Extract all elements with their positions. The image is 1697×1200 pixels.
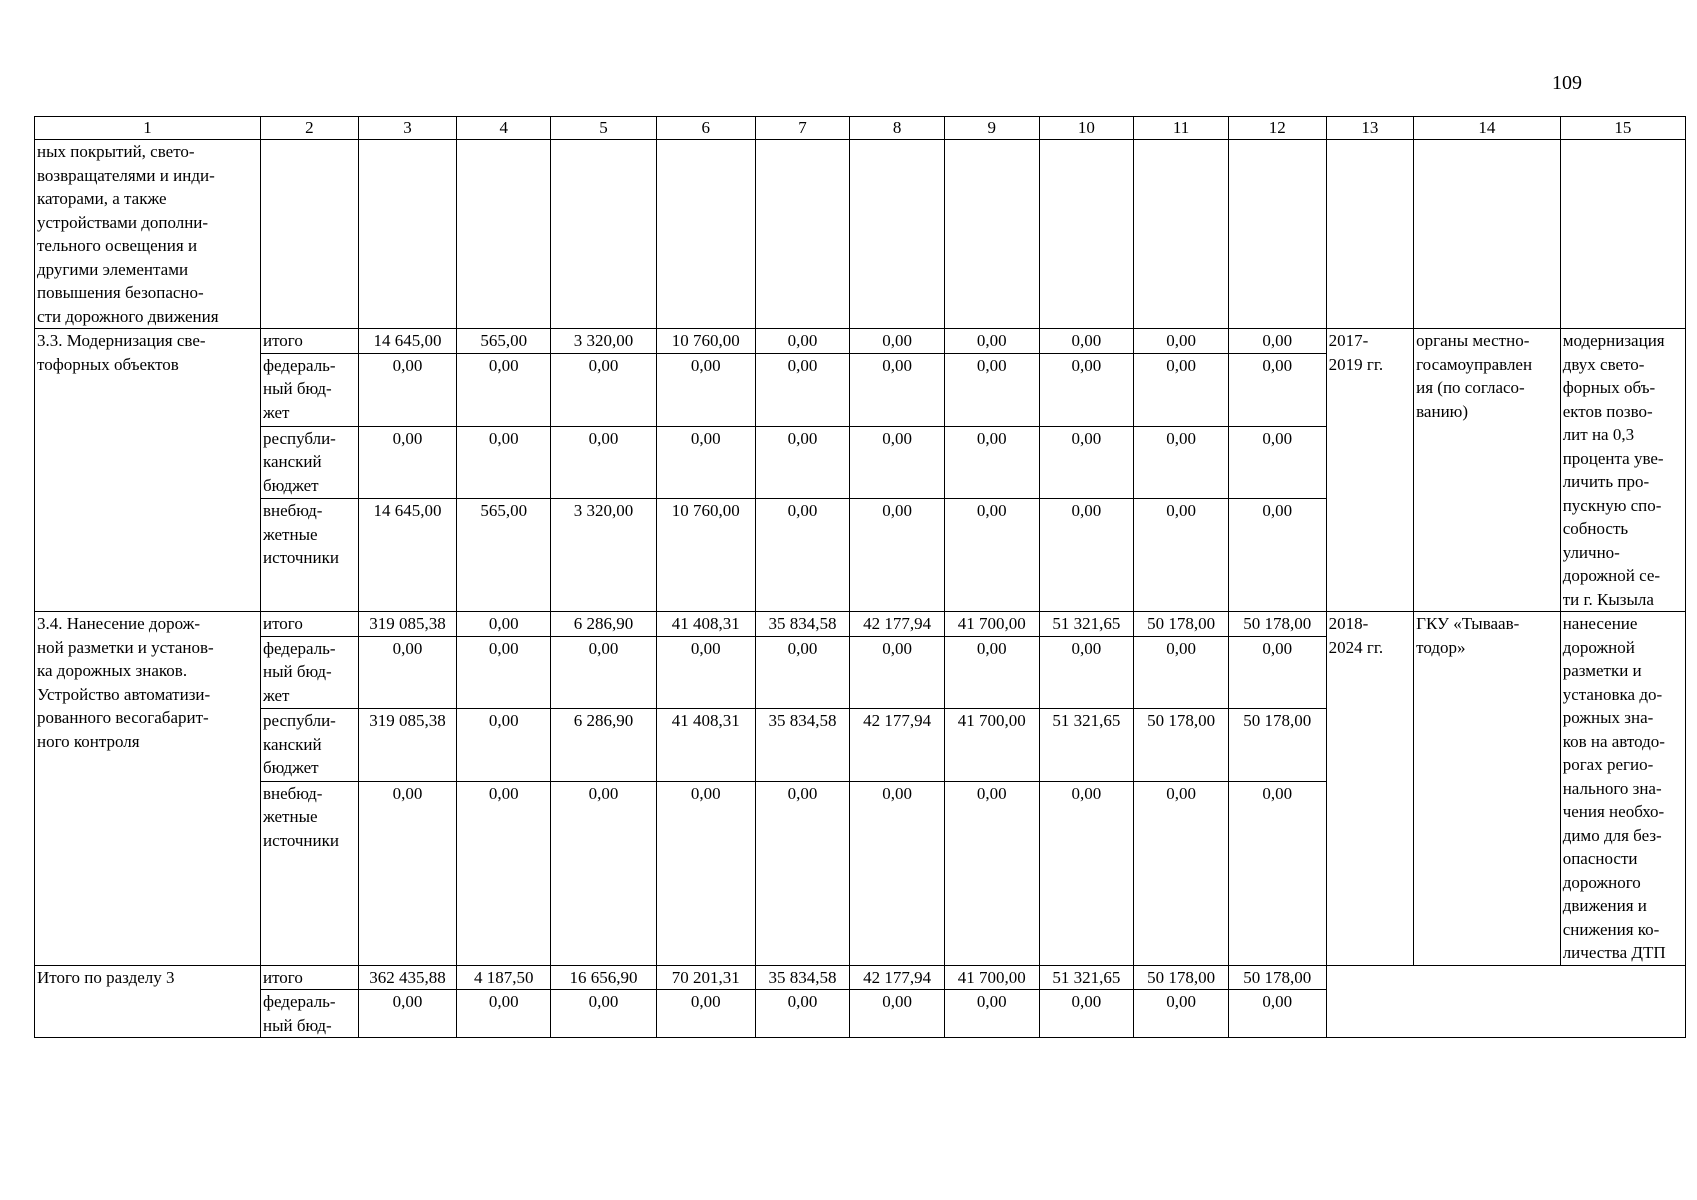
value-cell: 0,00 [1039,990,1134,1038]
value-cell: 41 408,31 [656,612,755,637]
value-cell: 10 760,00 [656,329,755,354]
value-cell: 0,00 [755,329,850,354]
value-cell: 0,00 [1228,353,1326,426]
empty-cell [1134,140,1229,329]
source-cell: внебюд- жетные источники [260,781,358,965]
header-cell: 5 [551,117,657,140]
value-cell: 35 834,58 [755,709,850,782]
empty-cell [1326,965,1685,1038]
value-cell: 0,00 [457,353,551,426]
continuation-text: ных покрытий, свето- возвращателями и инди- каторами, а также устройствами дополни- тельного освещения и другими элементами повышения безопасно- сти дорожного движения [35,140,261,329]
source-cell: федераль- ный бюд- жет [260,353,358,426]
value-cell: 0,00 [1039,353,1134,426]
empty-cell [457,140,551,329]
value-cell: 0,00 [457,781,551,965]
header-cell: 11 [1134,117,1229,140]
value-cell: 41 700,00 [944,709,1039,782]
value-cell: 0,00 [551,636,657,709]
value-cell: 0,00 [551,990,657,1038]
value-cell: 0,00 [850,636,945,709]
empty-cell [1414,140,1561,329]
value-cell: 0,00 [457,636,551,709]
header-cell: 14 [1414,117,1561,140]
value-cell: 0,00 [1134,781,1229,965]
value-cell: 0,00 [1228,990,1326,1038]
value-cell: 0,00 [551,426,657,499]
value-cell: 0,00 [755,990,850,1038]
value-cell: 10 760,00 [656,499,755,612]
header-cell: 6 [656,117,755,140]
value-cell: 0,00 [358,990,457,1038]
value-cell: 41 408,31 [656,709,755,782]
value-cell: 0,00 [1134,426,1229,499]
value-cell: 0,00 [850,990,945,1038]
header-cell: 1 [35,117,261,140]
source-cell: итого [260,965,358,990]
value-cell: 0,00 [1228,636,1326,709]
value-cell: 16 656,90 [551,965,657,990]
value-cell: 0,00 [1134,329,1229,354]
value-cell: 14 645,00 [358,499,457,612]
value-cell: 51 321,65 [1039,709,1134,782]
value-cell: 6 286,90 [551,709,657,782]
value-cell: 0,00 [944,426,1039,499]
value-cell: 70 201,31 [656,965,755,990]
empty-cell [656,140,755,329]
value-cell: 41 700,00 [944,612,1039,637]
item-3-3-period: 2017- 2019 гг. [1326,329,1414,612]
empty-cell [944,140,1039,329]
value-cell: 0,00 [457,426,551,499]
value-cell: 0,00 [1134,636,1229,709]
value-cell: 0,00 [1039,426,1134,499]
value-cell: 51 321,65 [1039,965,1134,990]
empty-cell [1326,140,1414,329]
value-cell: 0,00 [1039,329,1134,354]
header-cell: 7 [755,117,850,140]
value-cell: 35 834,58 [755,965,850,990]
value-cell: 0,00 [944,990,1039,1038]
empty-cell [358,140,457,329]
page-number: 109 [1552,72,1582,94]
value-cell: 0,00 [850,353,945,426]
table-row [35,612,1686,637]
empty-cell [1228,140,1326,329]
value-cell: 0,00 [755,499,850,612]
value-cell: 4 187,50 [457,965,551,990]
value-cell: 0,00 [755,426,850,499]
value-cell: 0,00 [755,353,850,426]
value-cell: 0,00 [551,781,657,965]
header-cell: 2 [260,117,358,140]
header-cell: 15 [1560,117,1685,140]
value-cell: 0,00 [457,990,551,1038]
value-cell: 0,00 [1134,990,1229,1038]
value-cell: 0,00 [358,781,457,965]
table-row [35,965,1686,990]
item-3-4-period: 2018- 2024 гг. [1326,612,1414,966]
value-cell: 50 178,00 [1228,612,1326,637]
value-cell: 35 834,58 [755,612,850,637]
value-cell: 0,00 [656,990,755,1038]
item-3-3-name: 3.3. Модернизация све- тофорных объектов [35,329,261,612]
value-cell: 0,00 [656,636,755,709]
value-cell: 0,00 [358,426,457,499]
value-cell: 0,00 [944,329,1039,354]
value-cell: 0,00 [656,426,755,499]
continuation-row [35,140,1686,329]
value-cell: 0,00 [358,353,457,426]
value-cell: 0,00 [457,612,551,637]
header-cell: 10 [1039,117,1134,140]
source-cell: республи- канский бюджет [260,426,358,499]
value-cell: 6 286,90 [551,612,657,637]
value-cell: 0,00 [1039,636,1134,709]
value-cell: 362 435,88 [358,965,457,990]
value-cell: 0,00 [1134,353,1229,426]
value-cell: 50 178,00 [1228,709,1326,782]
value-cell: 0,00 [850,329,945,354]
source-cell: федераль- ный бюд- [260,990,358,1038]
value-cell: 42 177,94 [850,709,945,782]
source-cell: республи- канский бюджет [260,709,358,782]
value-cell: 42 177,94 [850,612,945,637]
source-cell: итого [260,612,358,637]
source-cell: внебюд- жетные источники [260,499,358,612]
item-3-3-result: модернизация двух свето- форных объ- ектов позво- лит на 0,3 процента уве- личить про- пускную спо- собность улично- дорожной се- ти г. Кызыла [1560,329,1685,612]
empty-cell [1560,140,1685,329]
source-cell: федераль- ный бюд- жет [260,636,358,709]
value-cell: 565,00 [457,329,551,354]
value-cell: 0,00 [755,781,850,965]
value-cell: 0,00 [944,781,1039,965]
value-cell: 0,00 [1039,781,1134,965]
header-cell: 8 [850,117,945,140]
item-3-4-executor: ГКУ «Тываав- тодор» [1414,612,1561,966]
value-cell: 0,00 [1228,426,1326,499]
value-cell: 0,00 [850,426,945,499]
header-cell: 3 [358,117,457,140]
value-cell: 0,00 [358,636,457,709]
total-section-3-name: Итого по разделу 3 [35,965,261,1038]
value-cell: 0,00 [1228,781,1326,965]
table-row [35,329,1686,354]
value-cell: 0,00 [850,499,945,612]
value-cell: 0,00 [656,353,755,426]
value-cell: 0,00 [1039,499,1134,612]
empty-cell [551,140,657,329]
value-cell: 0,00 [944,636,1039,709]
value-cell: 42 177,94 [850,965,945,990]
header-cell: 12 [1228,117,1326,140]
header-cell: 4 [457,117,551,140]
value-cell: 0,00 [944,353,1039,426]
value-cell: 41 700,00 [944,965,1039,990]
value-cell: 0,00 [850,781,945,965]
empty-cell [260,140,358,329]
item-3-4-result: нанесение дорожной разметки и установка до- рожных зна- ков на автодо- рогах регио- нального зна- чения необхо- димо для без- опасности дорожного движения и снижения ко- личества ДТП [1560,612,1685,966]
value-cell: 0,00 [1228,499,1326,612]
empty-cell [1039,140,1134,329]
source-cell: итого [260,329,358,354]
value-cell: 0,00 [551,353,657,426]
header-row [35,117,1686,140]
value-cell: 319 085,38 [358,709,457,782]
value-cell: 0,00 [944,499,1039,612]
value-cell: 319 085,38 [358,612,457,637]
value-cell: 50 178,00 [1228,965,1326,990]
value-cell: 50 178,00 [1134,612,1229,637]
value-cell: 51 321,65 [1039,612,1134,637]
value-cell: 3 320,00 [551,499,657,612]
value-cell: 0,00 [1228,329,1326,354]
item-3-4-name: 3.4. Нанесение дорож- ной разметки и установ- ка дорожных знаков. Устройство автоматизи- рованного весогабарит- ного контроля [35,612,261,966]
value-cell: 0,00 [1134,499,1229,612]
value-cell: 565,00 [457,499,551,612]
item-3-3-executor: органы местно- госамоуправлен ия (по согласо- ванию) [1414,329,1561,612]
value-cell: 0,00 [457,709,551,782]
value-cell: 50 178,00 [1134,965,1229,990]
value-cell: 50 178,00 [1134,709,1229,782]
empty-cell [850,140,945,329]
program-table [34,116,1686,1038]
value-cell: 3 320,00 [551,329,657,354]
empty-cell [755,140,850,329]
value-cell: 0,00 [755,636,850,709]
header-cell: 9 [944,117,1039,140]
value-cell: 14 645,00 [358,329,457,354]
header-cell: 13 [1326,117,1414,140]
value-cell: 0,00 [656,781,755,965]
